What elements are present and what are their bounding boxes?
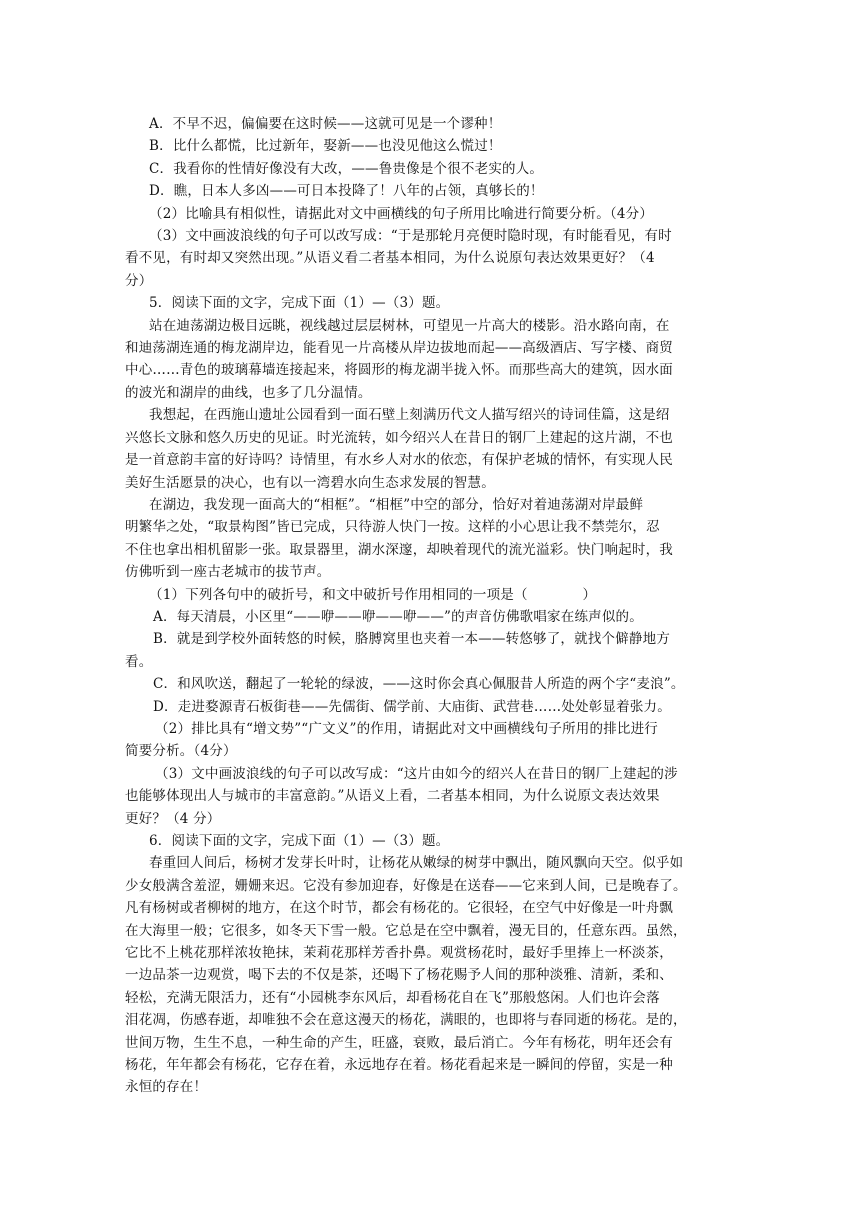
text-line: C．我看你的性情好像没有大改，——鲁贵像是个很不老实的人。	[149, 160, 544, 177]
text-line: 轻松，充满无限活力，还有“小园桃李东风后，却看杨花自在飞”那般悠闲。人们也许会落	[125, 989, 660, 1006]
document-page	[125, 113, 731, 1099]
text-line: B．比什么都慌，比过新年，娶新——也没见他这么慌过！	[149, 138, 502, 155]
text-line: 兴悠长文脉和悠久历史的见证。时光流转，如今绍兴人在昔日的钢厂上建起的这片湖，不也	[125, 429, 673, 446]
text-line: 的波光和湖岸的曲线，也多了几分温情。	[125, 384, 372, 401]
text-line: C．和风吹送，翻起了一轮轮的绿波，——这时你会真心佩服昔人所造的两个字“麦浪”。	[153, 676, 685, 693]
text-line: 少女般满含羞涩，姗姗来迟。它没有参加迎春，好像是在送春——它来到人间，已是晚春了。	[125, 877, 687, 894]
text-line: 中心……青色的玻璃幕墙连接起来，将圆形的梅龙湖半拢入怀。而那些高大的建筑，因水面	[125, 362, 673, 379]
text-line: 永恒的存在！	[125, 1079, 208, 1096]
text-line: A．每天清晨，小区里“——咿——咿——咿——”的声音仿佛歌唱家在练声似的。	[153, 608, 643, 625]
text-line: （3）文中画波浪线的句子可以改写成：“这片由如今的绍兴人在昔日的钢厂上建起的涉	[155, 765, 678, 782]
text-line: 一边品茶一边观赏，喝下去的不仅是茶，还喝下了杨花赐予人间的那种淡雅、清新，柔和、	[125, 967, 673, 984]
text-line: A．不早不迟，偏偏要在这时候——这就可见是一个谬种！	[149, 116, 502, 132]
text-line: 它比不上桃花那样浓妆艳抹，茉莉花那样芳香扑鼻。观赏杨花时，最好手里捧上一杯淡茶，	[125, 945, 673, 962]
text-line: 泪花凋，伤感春逝，却唯独不会在意这漫天的杨花，满眼的，也即将与春同逝的杨花。是的，	[125, 1012, 687, 1029]
text-line: 杨花，年年都会有杨花，它存在着，永远地存在着。杨花看起来是一瞬间的停留，实是一种	[125, 1057, 673, 1074]
text-line: 看不见，有时却又突然出现。”从语义看二者基本相同，为什么说原句表达效果更好？（4	[125, 250, 655, 267]
text-line: 凡有杨树或者柳树的地方，在这个时节，都会有杨花的。它很轻，在空气中好像是一叶舟飘	[125, 900, 673, 917]
text-line: 看。	[125, 653, 153, 670]
text-line: 分）	[125, 272, 153, 289]
text-line: 简要分析。（4分）	[125, 743, 237, 760]
text-line: 也能够体现出人与城市的丰富意韵。”从语义上看，二者基本相同，为什么说原文表达效果	[125, 788, 660, 805]
text-line: （1）下列各句中的破折号，和文中破折号作用相同的一项是（ ）	[149, 586, 597, 603]
text-line: 仿佛听到一座古老城市的拔节声。	[125, 564, 331, 581]
text-line: 不住也拿出相机留影一张。取景器里，湖水深邃，却映着现代的流光溢彩。快门响起时，我	[125, 541, 673, 558]
text-line: 世间万物，生生不息，一种生命的产生，旺盛，衰败，最后消亡。今年有杨花，明年还会有	[125, 1034, 673, 1051]
text-line: 春重回人间后，杨树才发芽长叶时，让杨花从嫩绿的树芽中飘出，随风飘向天空。似乎如	[149, 855, 684, 872]
text-line: 是一首意韵丰富的好诗吗？诗情里，有水乡人对水的依恋，有保护老城的情怀，有实现人民	[125, 452, 673, 469]
text-line: 在大海里一般；它很多，如冬天下雪一般。它总是在空中飘着，漫无目的，任意东西。虽然，	[125, 922, 687, 939]
text-line: 在湖边，我发现一面高大的“相框”。“相框”中空的部分，恰好对着迪荡湖对岸最鲜	[149, 496, 644, 513]
text-line: （3）文中画波浪线的句子可以改写成：“于是那轮月亮便时隐时现，有时能看见，有时	[149, 228, 672, 245]
text-line: 我想起，在西施山遗址公园看到一面石壁上刻满历代文人描写绍兴的诗词佳篇，这是绍	[149, 407, 670, 424]
text-line: （2）比喻具有相似性，请据此对文中画横线的句子所用比喻进行简要分析。（4分）	[149, 205, 654, 222]
text-line: 站在迪荡湖边极目远眺，视线越过层层树林，可望见一片高大的楼影。沿水路向南，在	[149, 317, 670, 334]
text-line: B．就是到学校外面转悠的时候，胳膊窝里也夹着一本——转悠够了，就找个僻静地方	[153, 631, 671, 648]
text-line: （2）排比具有“增文势”“广文义”的作用，请据此对文中画横线句子所用的排比进行	[155, 720, 658, 737]
text-line: D．瞧，日本人多凶——可日本投降了！八年的占领，真够长的！	[149, 183, 544, 200]
text-line: 明繁华之处，“取景构图”皆已完成，只待游人快门一按。这样的小心思让我不禁莞尔，忍	[125, 519, 660, 536]
text-line: D．走进婺源青石板街巷——先儒街、儒学前、大庙街、武营巷……处处彰显着张力。	[153, 698, 671, 715]
text-line: 美好生活愿景的决心，也有以一湾碧水向生态求发展的智慧。	[125, 474, 495, 491]
text-line: 6．阅读下面的文字，完成下面（1）—（3）题。	[149, 833, 450, 849]
text-line: 更好？（4 分）	[125, 810, 221, 827]
text-line: 和迪荡湖连通的梅龙湖岸边，能看见一片高楼从岸边拔地而起——高级酒店、写字楼、商贸	[125, 340, 673, 357]
text-line: 5．阅读下面的文字，完成下面（1）—（3）题。	[149, 295, 450, 312]
